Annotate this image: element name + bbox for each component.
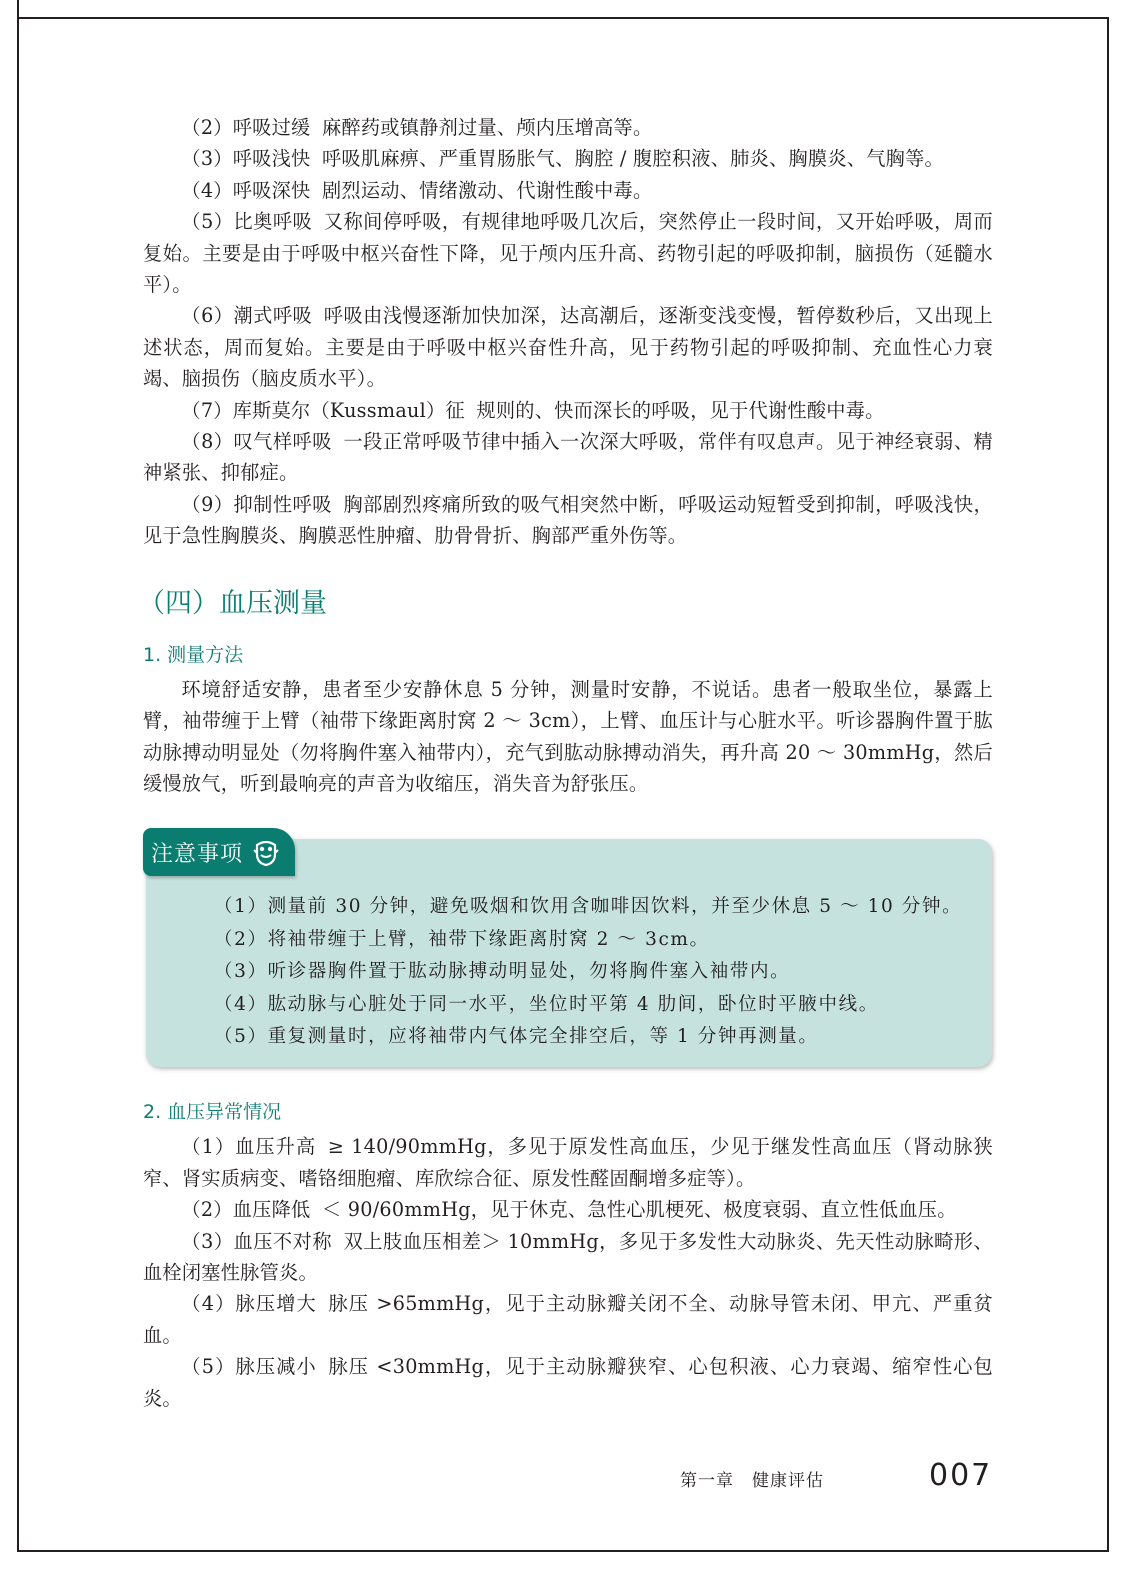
item-text: 麻醉药或镇静剂过量、颅内压增高等。 xyxy=(322,116,653,139)
item-label: （7）库斯莫尔（Kussmaul）征 xyxy=(181,398,465,422)
page-number: 007 xyxy=(929,1458,993,1493)
method-heading: 1. 测量方法 xyxy=(143,643,244,666)
item-text: 剧烈运动、情绪激动、代谢性酸中毒。 xyxy=(322,178,653,202)
item-label: （8）叹气样呼吸 xyxy=(181,430,332,454)
abnormal-item xyxy=(143,1226,993,1289)
item-text: 一段正常呼吸节律中插入一次深大呼吸，常伴有叹息声。见于神经衰弱、精神紧张、抑郁症。 xyxy=(143,430,993,485)
abnormal-item xyxy=(143,1131,993,1194)
abnormal-list xyxy=(143,1131,993,1414)
notes-tab xyxy=(143,828,295,876)
item-label: （3）呼吸浅快 xyxy=(181,147,311,171)
note-item: （1）测量前 30 分钟，避免吸烟和饮用含咖啡因饮料，并至少休息 5 ～ 10 分钟。 xyxy=(214,896,963,918)
frame-bottom-border xyxy=(17,1550,1109,1552)
item-label: （4）脉压增大 xyxy=(181,1292,317,1316)
item-label: （3）血压不对称 xyxy=(181,1229,333,1253)
item-text: ≥ 140/90mmHg，多见于原发性高血压，少见于继发性高血压（肾动脉狭窄、肾实质病变、嗜铬细胞瘤、库欣综合征、原发性醛固酮增多症等）。 xyxy=(143,1135,993,1190)
abnormal-heading: 2. 血压异常情况 xyxy=(143,1101,282,1124)
item-label: （2）呼吸过缓 xyxy=(181,116,311,139)
breathing-item xyxy=(143,426,993,489)
note-item: （4）肱动脉与心脏处于同一水平，坐位时平第 4 肋间，卧位时平腋中线。 xyxy=(214,993,879,1015)
notes-box xyxy=(146,839,992,1067)
breathing-list xyxy=(143,112,993,552)
item-text: 规则的、快而深长的呼吸，见于代谢性酸中毒。 xyxy=(476,398,885,422)
abnormal-item xyxy=(143,1288,993,1351)
item-label: （6）潮式呼吸 xyxy=(181,304,313,328)
abnormal-item xyxy=(143,1194,993,1225)
note-item: （3）听诊器胸件置于肱动脉搏动明显处，勿将胸件塞入袖带内。 xyxy=(214,961,791,983)
item-text: ＜ 90/60mmHg，见于休克、急性心肌梗死、极度衰弱、直立性低血压。 xyxy=(322,1198,957,1222)
caution-icon xyxy=(251,837,281,867)
breathing-item xyxy=(143,489,993,552)
item-text: 呼吸肌麻痹、严重胃肠胀气、胸腔 / 腹腔积液、肺炎、胸膜炎、气胸等。 xyxy=(322,147,944,171)
breathing-item xyxy=(143,112,993,143)
item-label: （2）血压降低 xyxy=(181,1198,311,1222)
breathing-item xyxy=(143,395,993,426)
item-label: （9）抑制性呼吸 xyxy=(181,492,332,516)
item-label: （5）脉压减小 xyxy=(181,1355,317,1379)
frame-right-border xyxy=(1107,17,1109,1552)
notes-list xyxy=(146,891,992,1053)
method-text: 环境舒适安静，患者至少安静休息 5 分钟，测量时安静，不说话。患者一般取坐位，暴露上臂，袖带缠于上臂（袖带下缘距离肘窝 2 ～ 3cm），上臂、血压计与心脏水平。听诊器胸件置于肱动脉搏动明显处（勿将胸件塞入袖带内），充气到肱动脉搏动消失，再升高 20 ～ 30mmHg，然后缓慢放气，听到最响亮的声音为收缩压，消失音为舒张压。 xyxy=(143,677,993,795)
item-text: 又称间停呼吸，有规律地呼吸几次后，突然停止一段时间，又开始呼吸，周而复始。主要是由于呼吸中枢兴奋性下降，见于颅内压升高、药物引起的呼吸抑制，脑损伤（延髓水平）。 xyxy=(143,210,993,297)
note-item: （2）将袖带缠于上臂，袖带下缘距离肘窝 2 ～ 3cm。 xyxy=(214,928,710,950)
breathing-item xyxy=(143,175,993,206)
footer-chapter: 第一章 健康评估 xyxy=(680,1471,824,1491)
item-text: 脉压 <30mmHg，见于主动脉瓣狭窄、心包积液、心力衰竭、缩窄性心包炎。 xyxy=(143,1355,993,1410)
item-text: 呼吸由浅慢逐渐加快加深，达高潮后，逐渐变浅变慢，暂停数秒后，又出现上述状态，周而复始。主要是由于呼吸中枢兴奋性升高，见于药物引起的呼吸抑制、充血性心力衰竭、脑损伤（脑皮质水平）。 xyxy=(143,304,993,391)
frame-top-border xyxy=(17,17,1109,19)
frame-left-border xyxy=(17,0,19,1552)
item-text: 胸部剧烈疼痛所致的吸气相突然中断，呼吸运动短暂受到抑制，呼吸浅快，见于急性胸膜炎、胸膜恶性肿瘤、肋骨骨折、胸部严重外伤等。 xyxy=(143,492,993,548)
breathing-item xyxy=(143,300,993,394)
section-title: （四）血压测量 xyxy=(138,587,327,619)
note-item: （5）重复测量时，应将袖带内气体完全排空后，等 1 分钟再测量。 xyxy=(214,1025,819,1047)
page-content xyxy=(138,112,993,1414)
item-label: （5）比奥呼吸 xyxy=(181,210,313,234)
item-label: （1）血压升高 xyxy=(181,1135,317,1159)
item-text: 脉压 >65mmHg，见于主动脉瓣关闭不全、动脉导管未闭、甲亢、严重贫血。 xyxy=(143,1292,993,1347)
breathing-item xyxy=(143,206,993,300)
item-text: 双上肢血压相差＞ 10mmHg，多见于多发性大动脉炎、先天性动脉畸形、血栓闭塞性脉管炎。 xyxy=(143,1229,993,1284)
breathing-item xyxy=(143,143,993,174)
abnormal-item xyxy=(143,1351,993,1414)
item-label: （4）呼吸深快 xyxy=(181,178,311,202)
notes-title: 注意事项 xyxy=(151,841,244,867)
